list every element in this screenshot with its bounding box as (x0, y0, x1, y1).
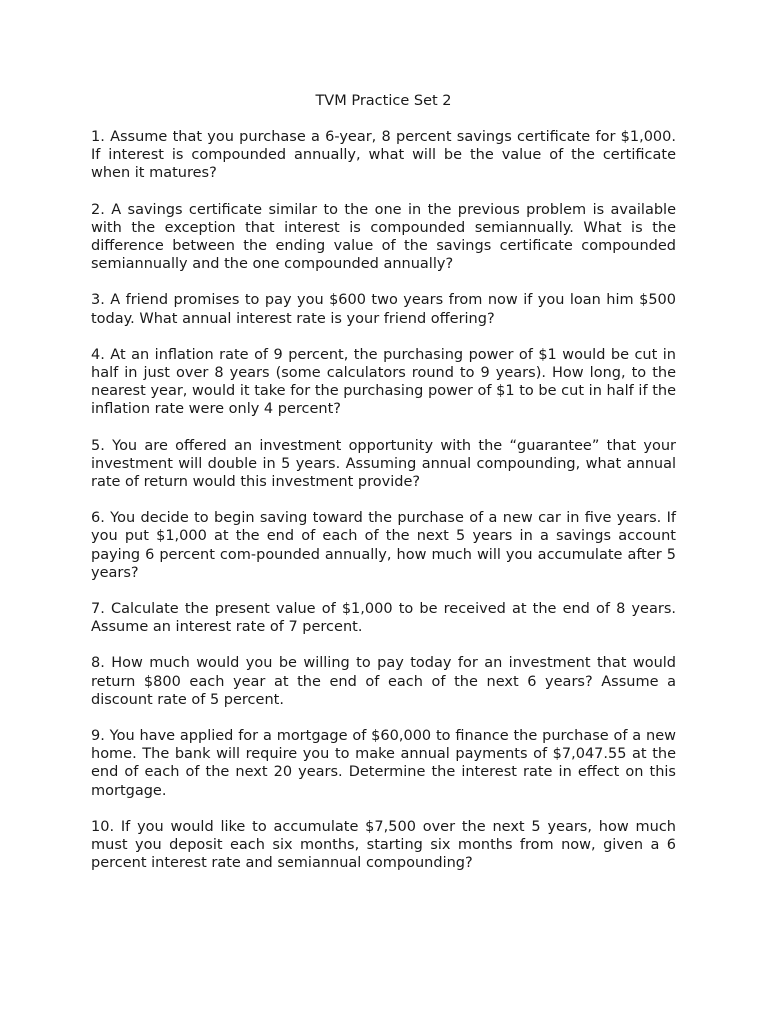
document-body (91, 92, 676, 891)
question-10: 10. If you would like to accumulate $7,500 over the next 5 years, how much must you deposit each six months, starting six months from now, given a 6 percent interest rate and semiannual compounding? (91, 818, 676, 872)
question-5: 5. You are offered an investment opportunity with the “guarantee” that your investment will double in 5 years. Assuming annual compounding, what annual rate of return would this investment provide? (91, 437, 676, 491)
question-8: 8. How much would you be willing to pay today for an investment that would return $800 each year at the end of each of the next 6 years? Assume a discount rate of 5 percent. (91, 655, 676, 708)
question-2: 2. A savings certificate similar to the one in the previous problem is available with the exception that interest is compounded semiannually. What is the difference between the ending value of the savings certificate compounded semiannually and the one compounded annually? (91, 201, 676, 273)
question-4: 4. At an inflation rate of 9 percent, the purchasing power of $1 would be cut in half in just over 8 years (some calculators round to 9 years). How long, to the nearest year, would it take for the purchasing power of $1 to be cut in half if the inflation rate were only 4 percent? (91, 346, 676, 418)
question-6: 6. You decide to begin saving toward the purchase of a new car in five years. If you put $1,000 at the end of each of the next 5 years in a savings account paying 6 percent com-pounded annually, how much will you accumulate after 5 years? (91, 510, 676, 581)
question-3: 3. A friend promises to pay you $600 two years from now if you loan him $500 today. What annual interest rate is your friend offering? (91, 292, 676, 327)
document-title: TVM Practice Set 2 (315, 93, 452, 109)
question-9: 9. You have applied for a mortgage of $60,000 to finance the purchase of a new home. The bank will require you to make annual payments of $7,047.55 at the end of each of the next 20 years. Determine the interest rate in effect on this mortgage. (91, 728, 676, 799)
question-7: 7. Calculate the present value of $1,000 to be received at the end of 8 years. Assume an interest rate of 7 percent. (91, 601, 676, 636)
question-1: 1. Assume that you purchase a 6-year, 8 percent savings certificate for $1,000. If interest is compounded annually, what will be the value of the certificate when it matures? (91, 129, 676, 182)
